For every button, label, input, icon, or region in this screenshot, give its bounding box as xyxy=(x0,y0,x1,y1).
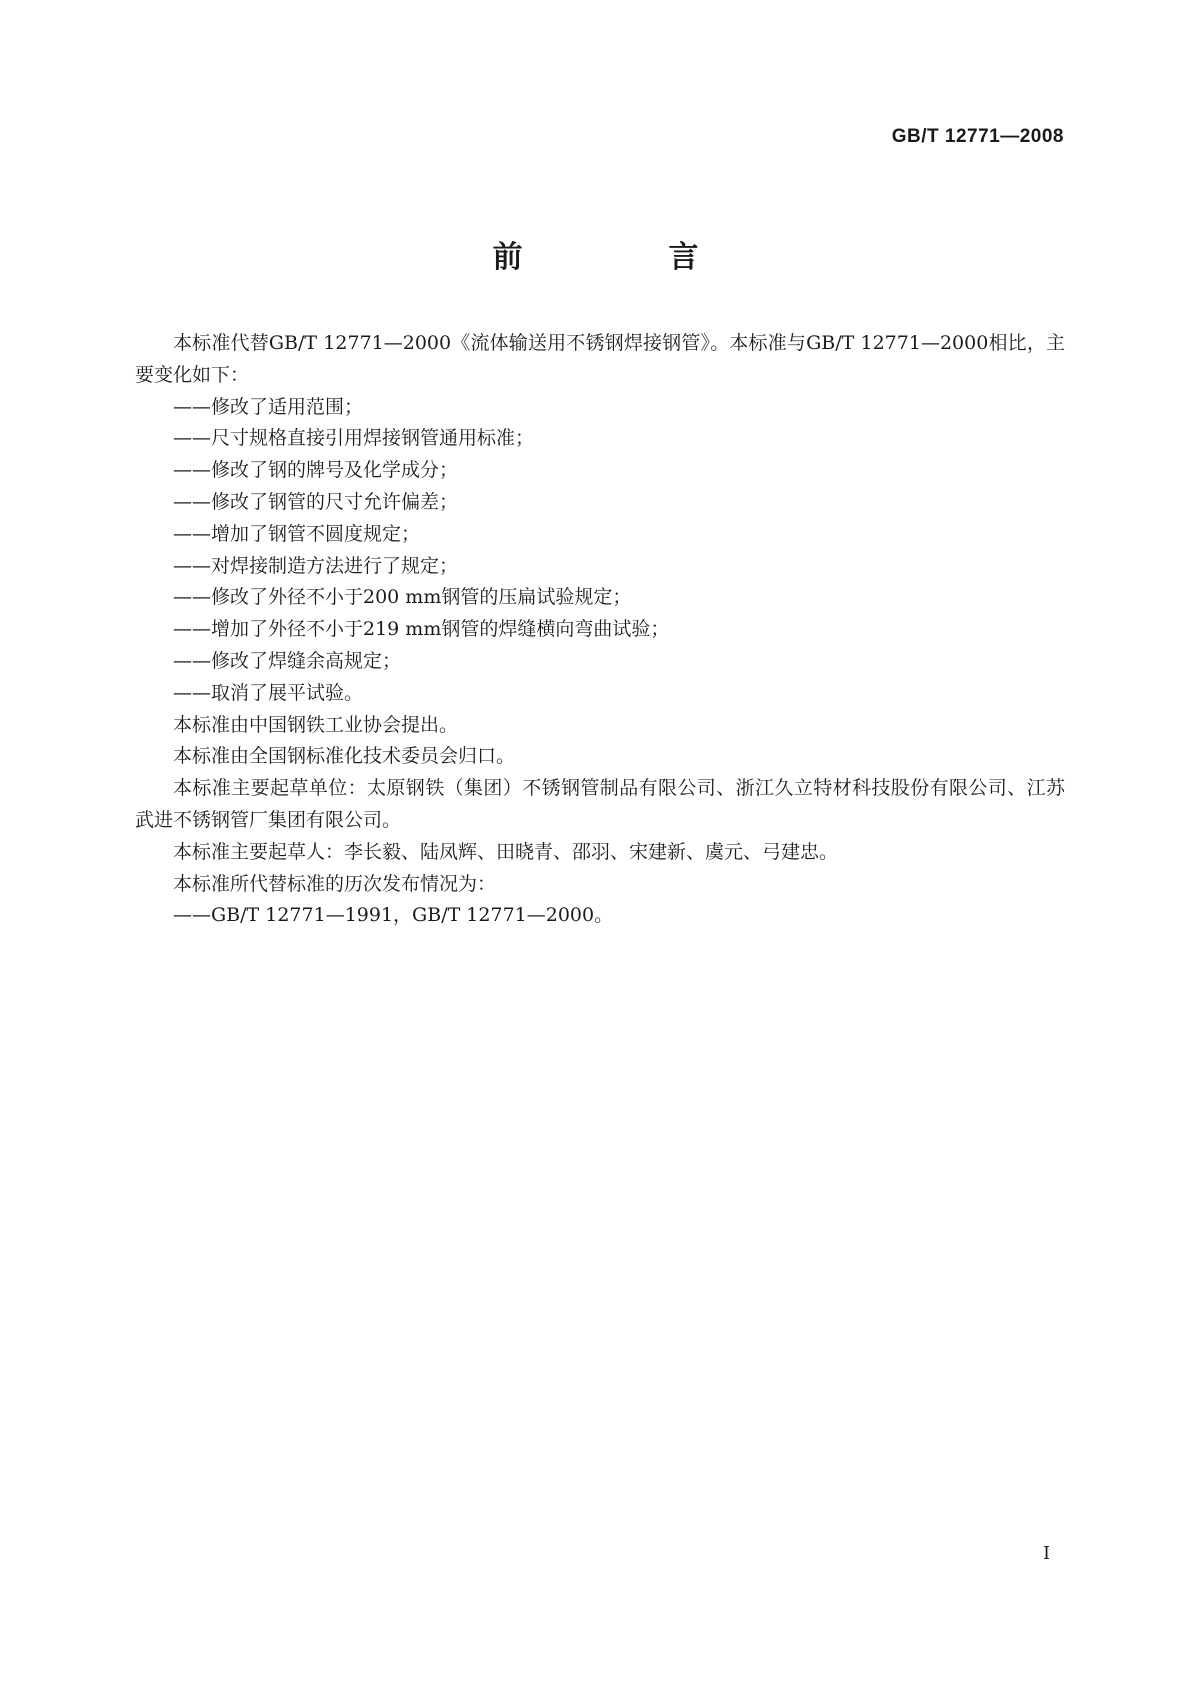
intro-paragraph: 本标准代替GB/T 12771—2000《流体输送用不锈钢焊接钢管》。本标准与GB/T 12771—2000相比，主要变化如下： xyxy=(135,332,1065,386)
page-title: 前 言 xyxy=(492,240,757,275)
change-item: ——增加了外径不小于219 mm钢管的焊缝横向弯曲试验； xyxy=(173,618,670,641)
history-intro-paragraph: 本标准所代替标准的历次发布情况为： xyxy=(173,872,497,895)
drafters-paragraph: 本标准主要起草人：李长毅、陆凤辉、田晓青、邵羽、宋建新、虞元、弓建忠。 xyxy=(173,840,839,863)
change-item: ——修改了钢的牌号及化学成分； xyxy=(173,459,459,482)
history-item: ——GB/T 12771—1991，GB/T 12771—2000。 xyxy=(173,904,614,927)
change-item: ——修改了外径不小于200 mm钢管的压扁试验规定； xyxy=(173,586,632,609)
foreword-body xyxy=(135,328,1065,932)
change-item: ——修改了适用范围； xyxy=(173,395,364,418)
drafting-units-paragraph: 本标准主要起草单位：太原钢铁（集团）不锈钢管制品有限公司、浙江久立特材科技股份有限公司、江苏武进不锈钢管厂集团有限公司。 xyxy=(135,777,1065,831)
change-item: ——对焊接制造方法进行了规定； xyxy=(173,554,459,577)
page-number: I xyxy=(1043,1543,1051,1564)
change-item: ——取消了展平试验。 xyxy=(173,681,364,704)
change-item: ——尺寸规格直接引用焊接钢管通用标准； xyxy=(173,427,535,450)
centralized-by-paragraph: 本标准由全国钢标准化技术委员会归口。 xyxy=(173,745,516,768)
change-item: ——修改了焊缝余高规定； xyxy=(173,649,402,672)
change-item: ——修改了钢管的尺寸允许偏差； xyxy=(173,490,459,513)
proposed-by-paragraph: 本标准由中国钢铁工业协会提出。 xyxy=(173,713,459,736)
standard-code: GB/T 12771—2008 xyxy=(891,126,1064,147)
change-item: ——增加了钢管不圆度规定； xyxy=(173,522,421,545)
